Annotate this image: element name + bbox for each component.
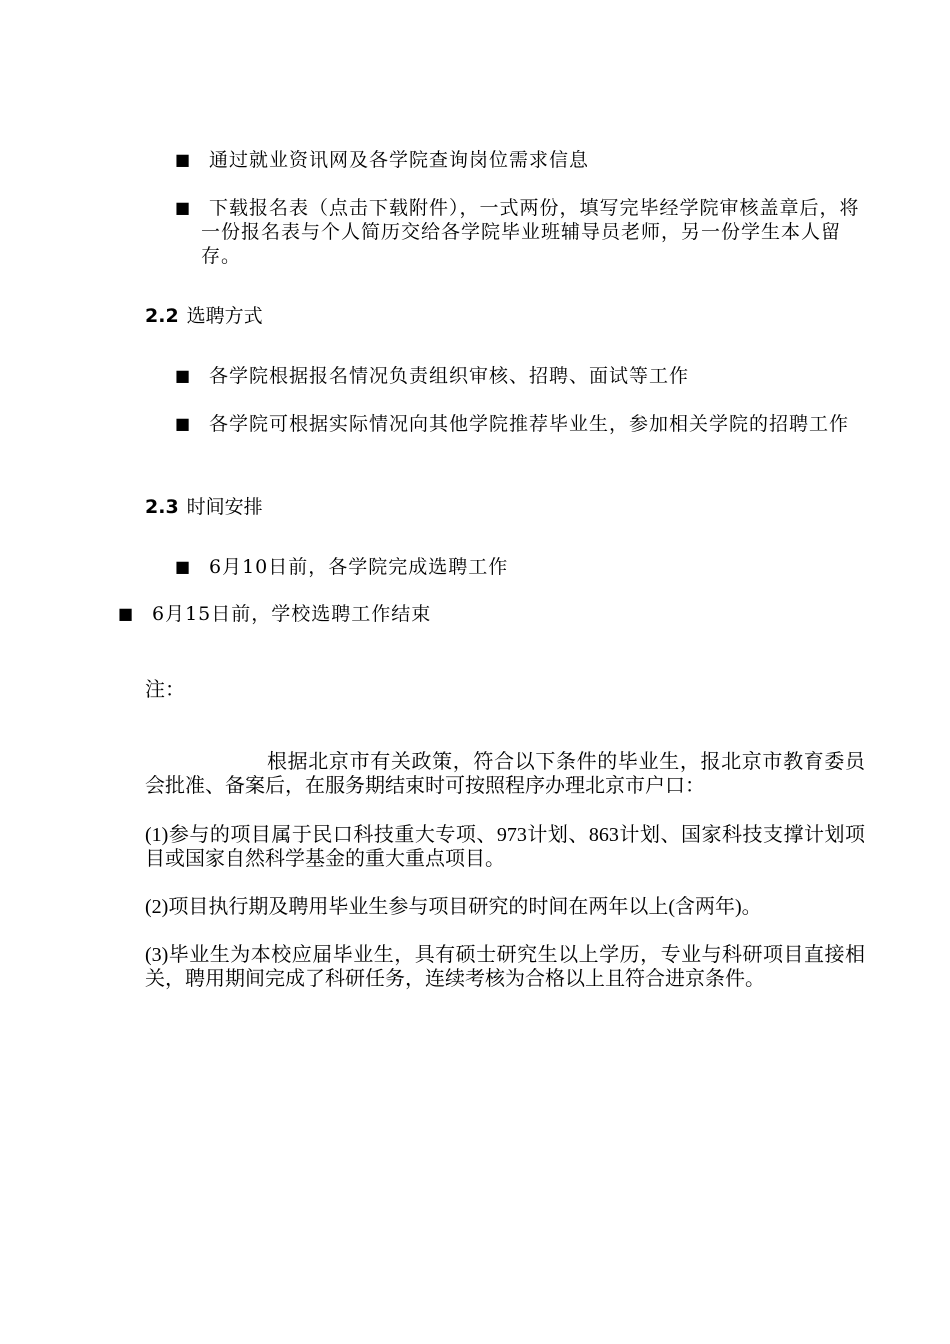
note-intro: 根据北京市有关政策，符合以下条件的毕业生，报北京市教育委员会批准、备案后，在服务期结束时可按照程序办理北京市户口： — [145, 751, 865, 797]
section-heading — [145, 495, 263, 519]
list-item — [118, 602, 858, 626]
section-title: 选聘方式 — [186, 305, 263, 327]
list-item — [175, 148, 865, 172]
bullet-square-icon: ■ — [175, 366, 192, 385]
bullet-square-icon: ■ — [175, 150, 192, 169]
list-item-text: 通过就业资讯网及各学院查询岗位需求信息 — [209, 149, 590, 171]
list-item-text: 6月15日前，学校选聘工作结束 — [152, 603, 432, 625]
list-item — [175, 412, 865, 436]
bullet-square-icon: ■ — [118, 604, 135, 623]
bullet-square-icon: ■ — [175, 557, 192, 576]
bullet-square-icon: ■ — [175, 198, 192, 217]
section-title: 时间安排 — [186, 496, 263, 518]
list-item-text: 各学院根据报名情况负责组织审核、招聘、面试等工作 — [209, 365, 690, 387]
list-item-text: 各学院可根据实际情况向其他学院推荐毕业生，参加相关学院的招聘工作 — [209, 413, 850, 435]
note-item: (3)毕业生为本校应届毕业生，具有硕士研究生以上学历，专业与科研项目直接相关，聘用期间完成了科研任务，连续考核为合格以上且符合进京条件。 — [145, 944, 865, 990]
note-item: (1)参与的项目属于民口科技重大专项、973计划、863计划、国家科技支撑计划项目或国家自然科学基金的重大重点项目。 — [145, 824, 865, 870]
section-number: 2.3 — [145, 496, 179, 518]
list-item — [175, 364, 865, 388]
section-number: 2.2 — [145, 305, 179, 327]
list-item-text: 6月10日前，各学院完成选聘工作 — [209, 556, 509, 578]
list-item-text: 下载报名表（点击下载附件），一式两份，填写完毕经学院审核盖章后，将一份报名表与个人简历交给各学院毕业班辅导员老师，另一份学生本人留存。 — [201, 197, 860, 267]
list-item — [175, 196, 865, 268]
section-heading — [145, 304, 263, 328]
note-item: (2)项目执行期及聘用毕业生参与项目研究的时间在两年以上(含两年)。 — [145, 896, 762, 918]
list-item — [175, 555, 865, 579]
note-label: 注： — [145, 679, 185, 701]
bullet-square-icon: ■ — [175, 414, 192, 433]
